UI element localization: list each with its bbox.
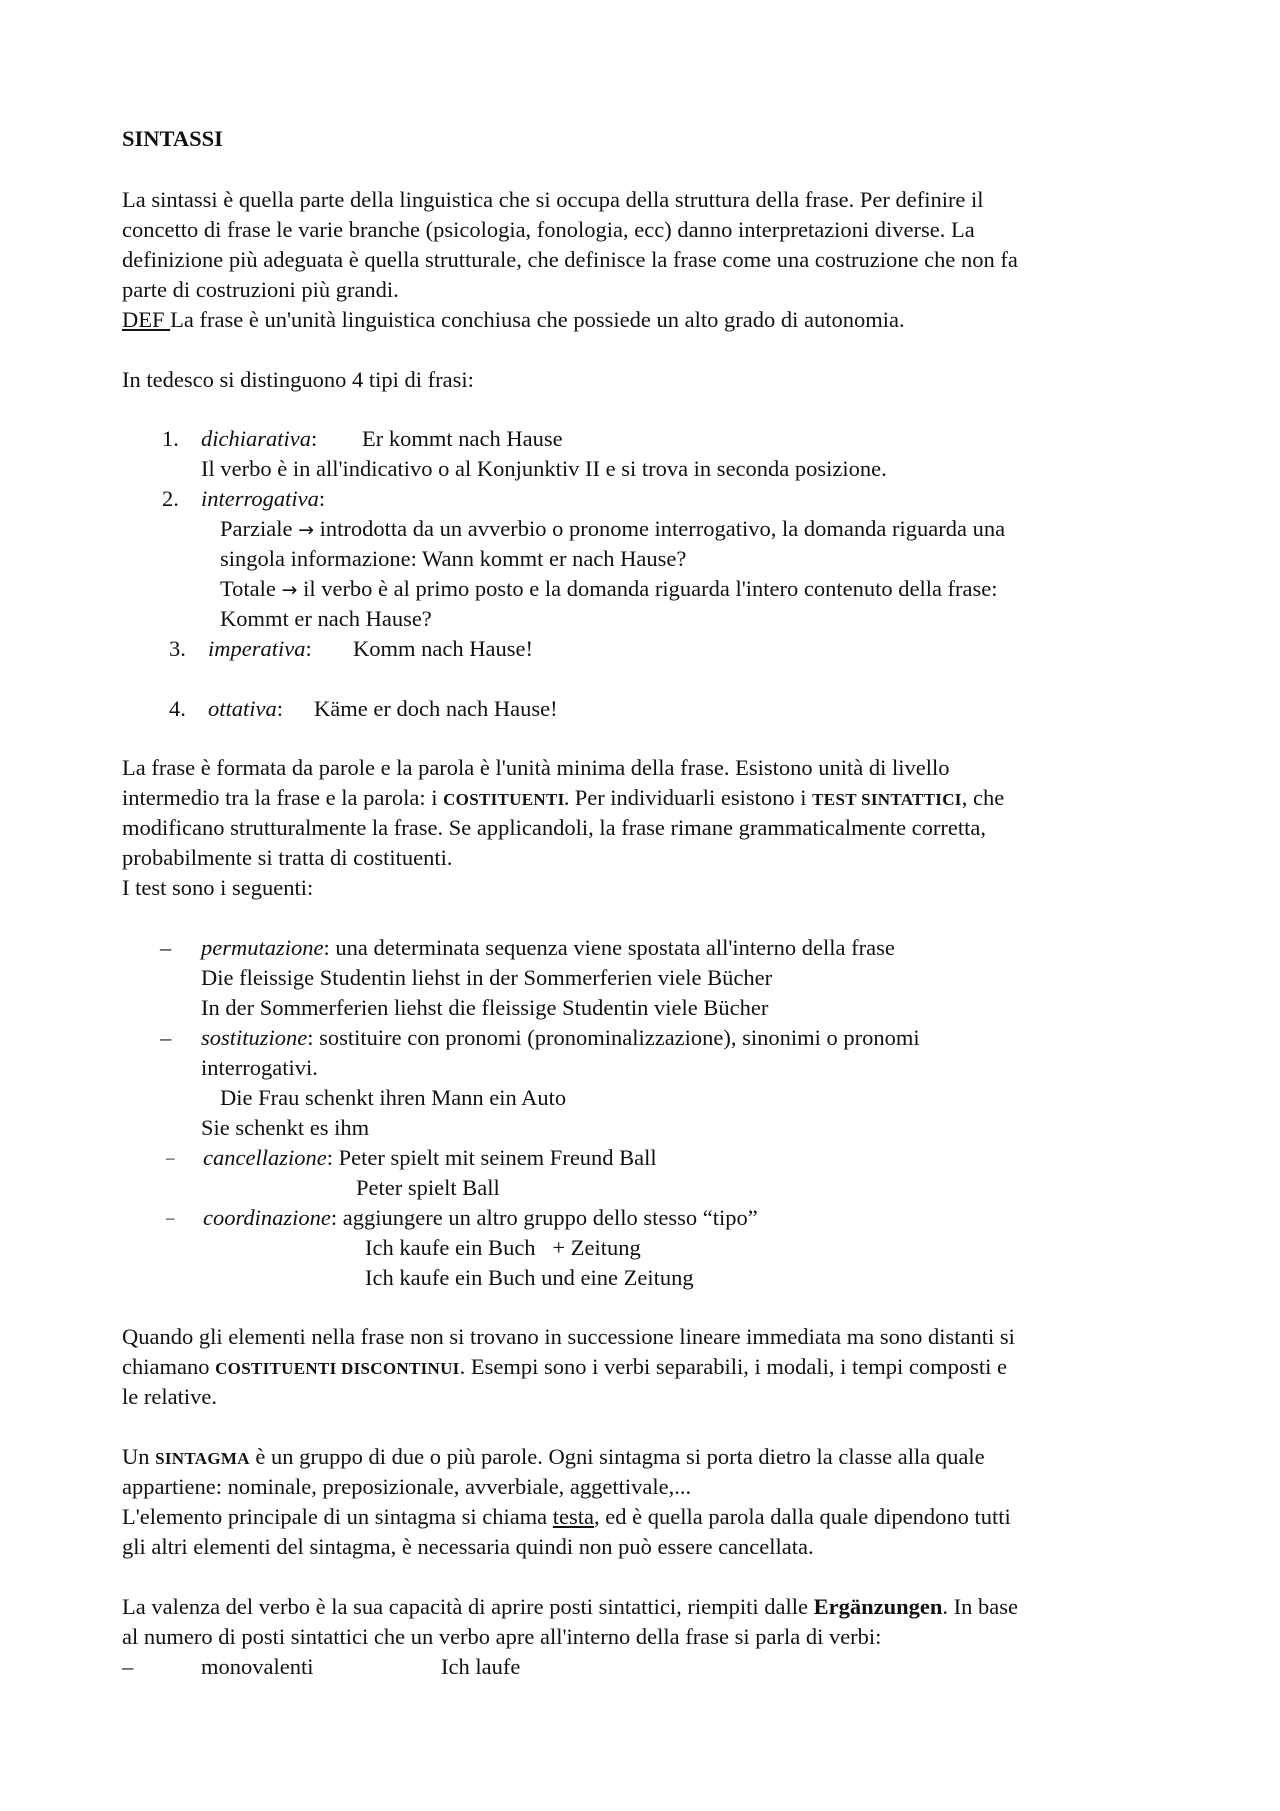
type-4-colon: : bbox=[276, 696, 284, 721]
constituents-line-1: La frase è formata da parole e la parola è l'unità minima della frase. Esistono unità di livello bbox=[122, 755, 950, 780]
bullet-dash-icon: – bbox=[166, 1208, 175, 1227]
term-costituenti: COSTITUENTI. bbox=[443, 790, 570, 809]
type-2-partial-line-1 bbox=[220, 514, 1005, 545]
constituents-line-3: modificano strutturalmente la frase. Se applicandoli, la frase rimane grammaticalmente corretta, bbox=[122, 815, 987, 840]
type-1-colon: : bbox=[310, 426, 318, 451]
sintagma-text-b: è un gruppo di due o più parole. Ogni sintagma si porta dietro la classe alla quale bbox=[249, 1444, 985, 1469]
partial-text: introdotta da un avverbio o pronome interrogativo, la domanda riguarda una bbox=[314, 516, 1006, 541]
term-sintagma: SINTAGMA bbox=[155, 1449, 250, 1468]
coordinazione-label: coordinazione bbox=[203, 1205, 331, 1230]
type-3-line bbox=[208, 634, 312, 664]
page-title: SINTASSI bbox=[122, 126, 223, 151]
term-testa: testa bbox=[552, 1504, 595, 1529]
valenza-item-label: monovalenti bbox=[201, 1654, 314, 1679]
type-3-example: Komm nach Hause! bbox=[353, 636, 533, 661]
type-4-line bbox=[208, 694, 283, 724]
coordinazione-text: : aggiungere un altro gruppo dello stesso “tipo” bbox=[330, 1205, 758, 1230]
constituents-text-b: Per individuarli esistono i bbox=[569, 785, 813, 810]
discont-text-b: . Esempi sono i verbi separabili, i modali, i tempi composti e bbox=[459, 1354, 1007, 1379]
bullet-dash-icon: – bbox=[122, 1654, 134, 1679]
sostituzione-label: sostituzione bbox=[201, 1025, 308, 1050]
permutazione-text: : una determinata sequenza viene spostata all'interno della frase bbox=[323, 935, 895, 960]
intro-line-4: parte di costruzioni più grandi. bbox=[122, 277, 399, 302]
constituents-line-2 bbox=[122, 783, 1004, 815]
valenza-line-1 bbox=[122, 1592, 1018, 1622]
sostituzione-example-1: Die Frau schenkt ihren Mann ein Auto bbox=[220, 1085, 567, 1110]
valenza-line-2: al numero di posti sintattici che un verbo apre all'interno della frase si parla di verbi: bbox=[122, 1624, 882, 1649]
sintagma-line-1 bbox=[122, 1442, 985, 1474]
type-4-number: 4. bbox=[169, 696, 186, 721]
bullet-dash-icon: – bbox=[166, 1148, 175, 1167]
type-3-number: 3. bbox=[169, 636, 186, 661]
coordinazione-example-2: Ich kaufe ein Buch und eine Zeitung bbox=[365, 1265, 694, 1290]
cancellazione-text: : Peter spielt mit seinem Freund Ball bbox=[326, 1145, 657, 1170]
sintagma-line-2: appartiene: nominale, preposizionale, avverbiale, aggettivale,... bbox=[122, 1474, 692, 1499]
permutazione-label: permutazione bbox=[201, 935, 324, 960]
term-ergaenzungen: Ergänzungen bbox=[813, 1594, 943, 1619]
type-4-example: Käme er doch nach Hause! bbox=[314, 696, 558, 721]
constituents-line-4: probabilmente si tratta di costituenti. bbox=[122, 845, 453, 870]
valenza-text-a: La valenza del verbo è la sua capacità di aprire posti sintattici, riempiti dalle bbox=[122, 1594, 814, 1619]
type-2-total-line-1 bbox=[220, 574, 998, 605]
test-coordinazione bbox=[203, 1203, 758, 1233]
constituents-text-c: , che bbox=[961, 785, 1005, 810]
type-1-note: Il verbo è in all'indicativo o al Konjunktiv II e si trova in seconda posizione. bbox=[201, 456, 887, 481]
type-3-colon: : bbox=[305, 636, 312, 661]
definition-line bbox=[122, 305, 905, 335]
cancellazione-label: cancellazione bbox=[203, 1145, 327, 1170]
type-1-number: 1. bbox=[162, 426, 179, 451]
discont-line-3: le relative. bbox=[122, 1384, 217, 1409]
sostituzione-text: : sostituire con pronomi (pronominalizzazione), sinonimi o pronomi bbox=[307, 1025, 920, 1050]
term-costituenti-discontinui: COSTITUENTI DISCONTINUI bbox=[215, 1359, 460, 1378]
total-label: Totale bbox=[220, 576, 282, 601]
intro-line-1: La sintassi è quella parte della linguistica che si occupa della struttura della frase. Per definire il bbox=[122, 187, 984, 212]
sintagma-text-c: L'elemento principale di un sintagma si chiama bbox=[122, 1504, 553, 1529]
intro-line-3: definizione più adeguata è quella strutturale, che definisce la frase come una costruzione che non fa bbox=[122, 247, 1018, 272]
test-permutazione bbox=[201, 933, 895, 963]
total-text: il verbo è al primo posto e la domanda riguarda l'intero contenuto della frase: bbox=[297, 576, 998, 601]
constituents-text-a: intermedio tra la frase e la parola: i bbox=[122, 785, 444, 810]
coordinazione-example-1: Ich kaufe ein Buch + Zeitung bbox=[365, 1235, 641, 1260]
discont-line-2 bbox=[122, 1352, 1007, 1384]
def-text: La frase è un'unità linguistica conchiusa che possiede un alto grado di autonomia. bbox=[170, 307, 905, 332]
type-3-label: imperativa bbox=[208, 636, 306, 661]
discont-text-a: chiamano bbox=[122, 1354, 216, 1379]
intro-line-2: concetto di frase le varie branche (psicologia, fonologia, ecc) danno interpretazioni diverse. La bbox=[122, 217, 975, 242]
type-1-example: Er kommt nach Hause bbox=[362, 426, 563, 451]
type-2-partial-line-2: singola informazione: Wann kommt er nach Hause? bbox=[220, 546, 687, 571]
type-2-colon: : bbox=[318, 486, 326, 511]
constituents-line-5: I test sono i seguenti: bbox=[122, 875, 314, 900]
sostituzione-text-2: interrogativi. bbox=[201, 1055, 318, 1080]
arrow-right-icon: → bbox=[298, 519, 315, 541]
type-2-number: 2. bbox=[162, 486, 179, 511]
term-test-sintattici: TEST SINTATTICI bbox=[812, 790, 962, 809]
def-label: DEF bbox=[122, 307, 171, 332]
test-sostituzione bbox=[201, 1023, 920, 1053]
type-2-line bbox=[201, 484, 325, 514]
permutazione-example-2: In der Sommerferien liehst die fleissige Studentin viele Bücher bbox=[201, 995, 769, 1020]
discont-line-1: Quando gli elementi nella frase non si trovano in successione lineare immediata ma sono distanti si bbox=[122, 1324, 1015, 1349]
sintagma-line-4: gli altri elementi del sintagma, è necessaria quindi non può essere cancellata. bbox=[122, 1534, 814, 1559]
type-2-total-line-2: Kommt er nach Hause? bbox=[220, 606, 432, 631]
partial-label: Parziale bbox=[220, 516, 299, 541]
valenza-text-b: . In base bbox=[942, 1594, 1018, 1619]
type-4-label: ottativa bbox=[208, 696, 277, 721]
sostituzione-example-2: Sie schenkt es ihm bbox=[201, 1115, 370, 1140]
test-cancellazione bbox=[203, 1143, 657, 1173]
cancellazione-example-1: Peter spielt Ball bbox=[356, 1175, 500, 1200]
type-1-label: dichiarativa bbox=[201, 426, 311, 451]
types-intro: In tedesco si distinguono 4 tipi di frasi: bbox=[122, 367, 474, 392]
sintagma-text-d: , ed è quella parola dalla quale dipendono tutti bbox=[594, 1504, 1011, 1529]
valenza-item-example: Ich laufe bbox=[441, 1654, 521, 1679]
sintagma-line-3 bbox=[122, 1502, 1011, 1532]
bullet-dash-icon: – bbox=[160, 1025, 172, 1050]
arrow-right-icon: → bbox=[281, 579, 298, 601]
type-2-label: interrogativa bbox=[201, 486, 319, 511]
type-1-line bbox=[201, 424, 317, 454]
sintagma-text-a: Un bbox=[122, 1444, 156, 1469]
bullet-dash-icon: – bbox=[160, 935, 172, 960]
permutazione-example-1: Die fleissige Studentin liehst in der Sommerferien viele Bücher bbox=[201, 965, 773, 990]
